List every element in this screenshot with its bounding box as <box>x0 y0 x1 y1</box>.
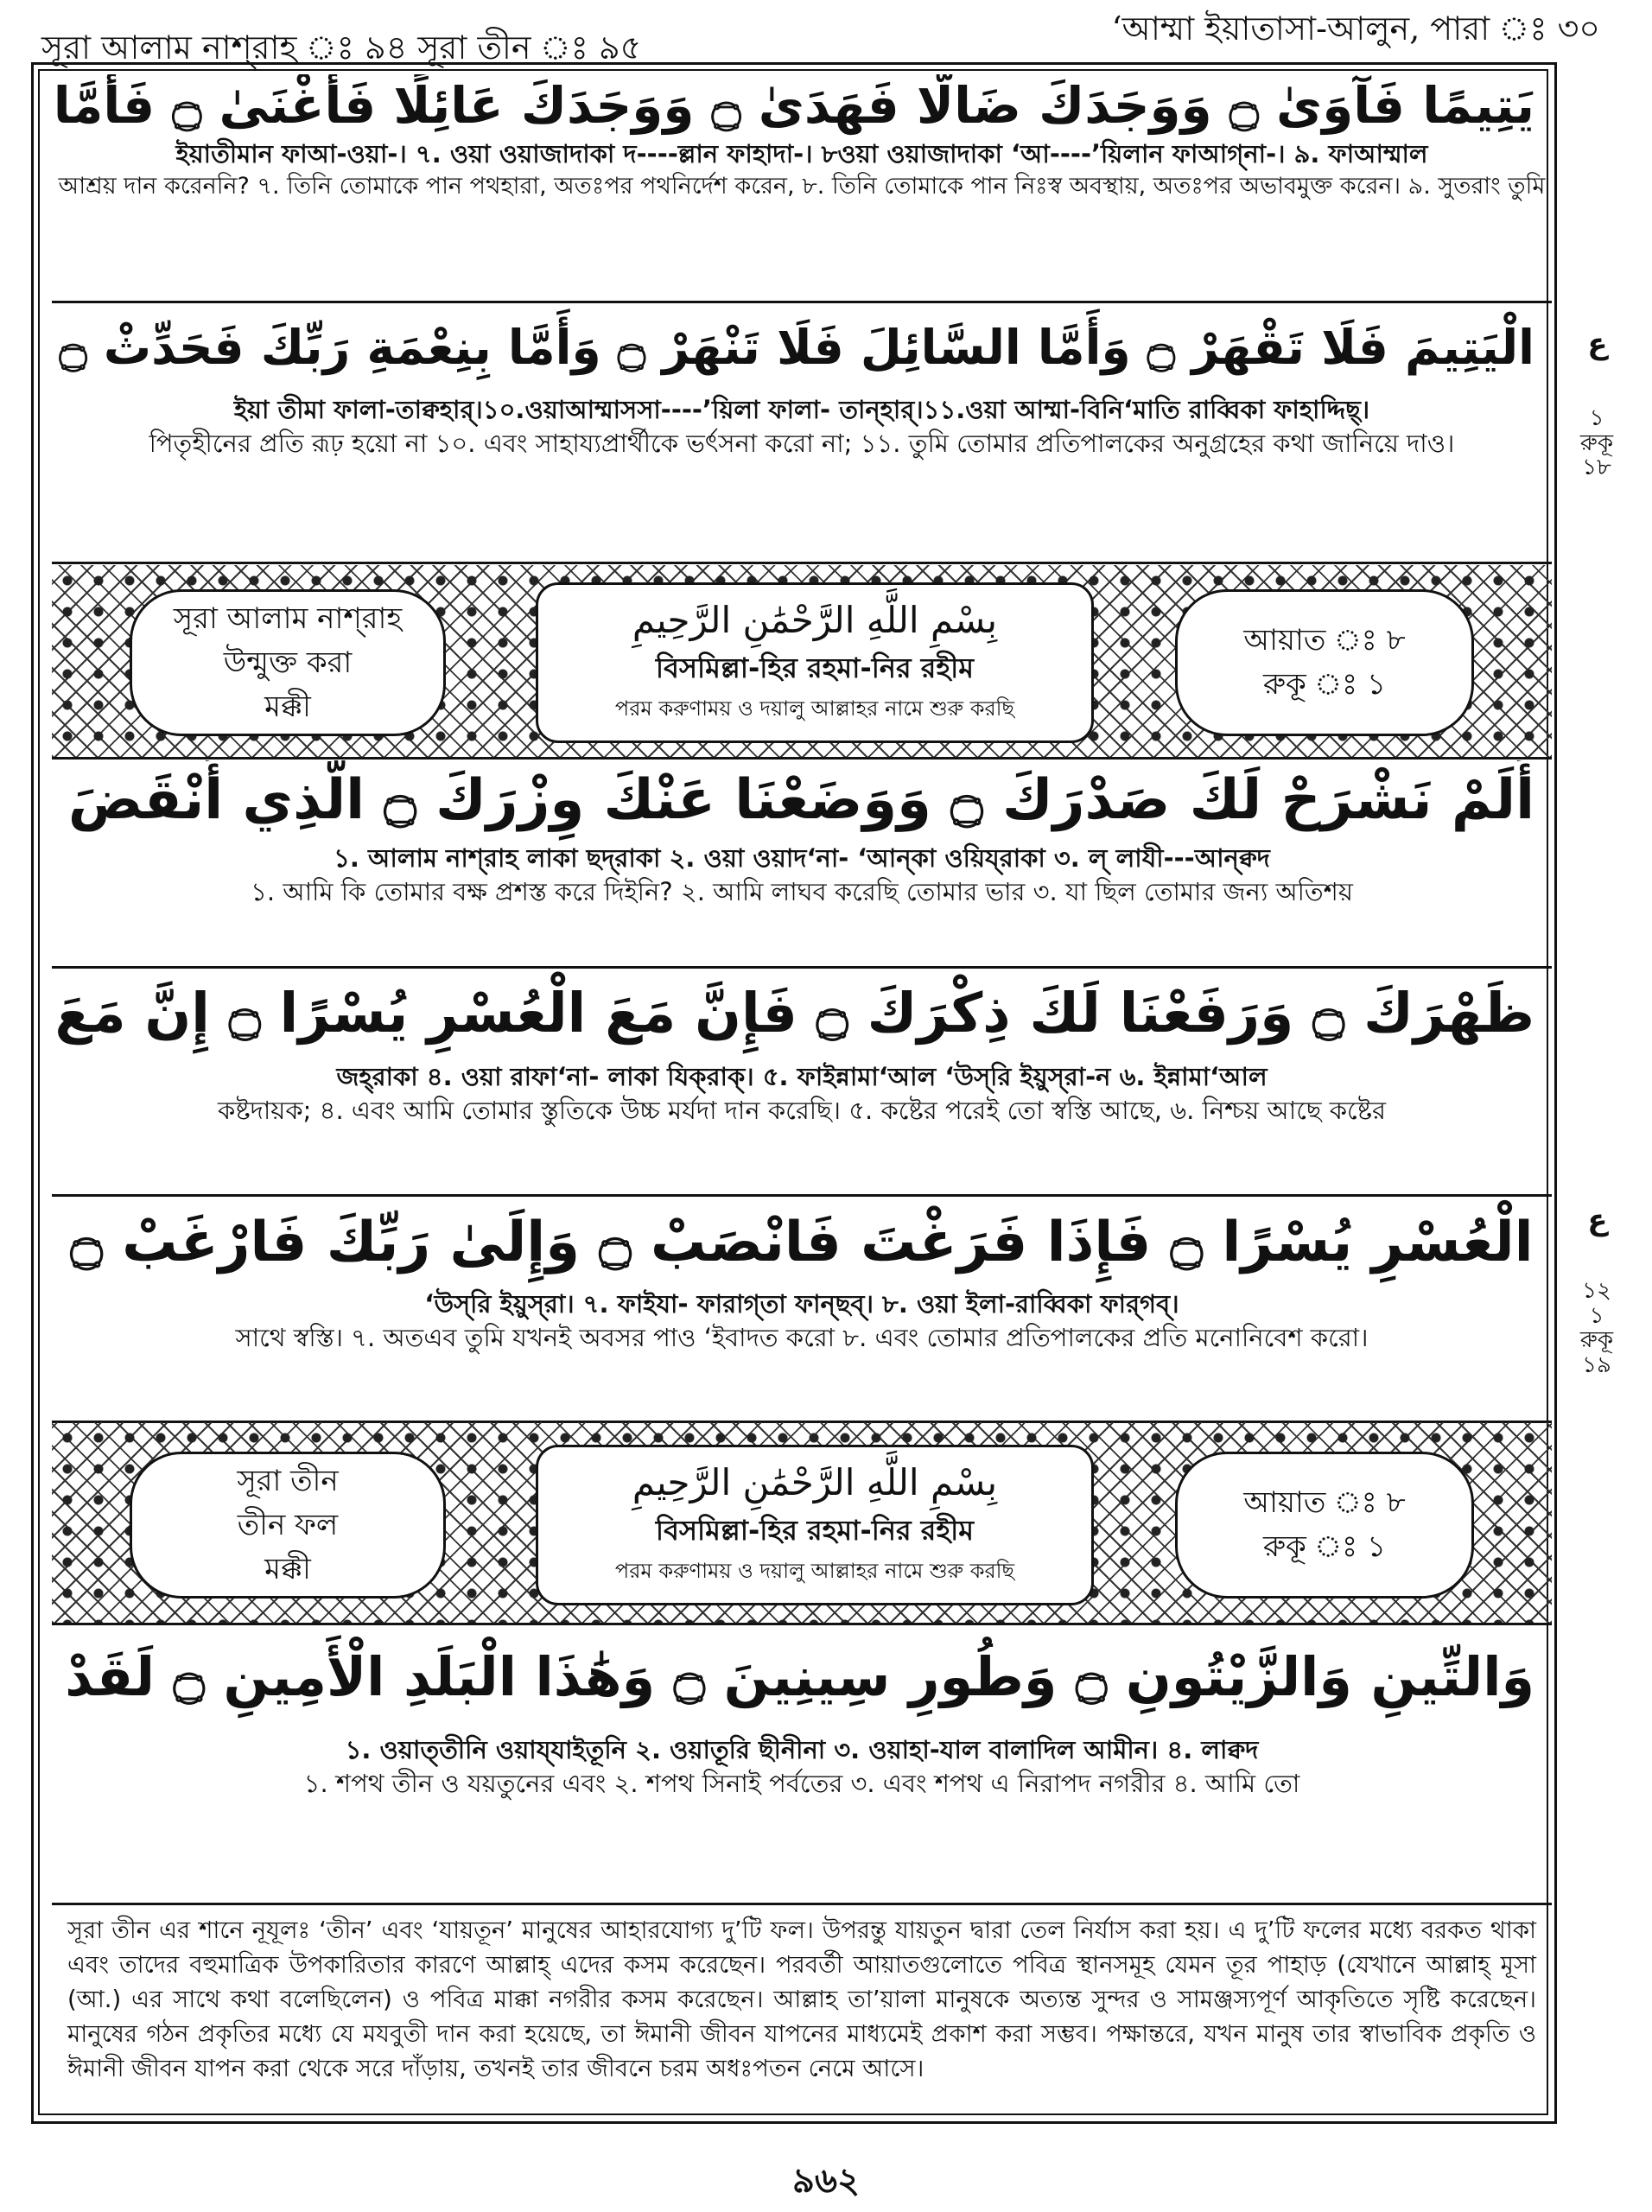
ruku-label: রুকূ <box>1579 1327 1614 1354</box>
ruku-end-mark: ع <box>1587 327 1608 361</box>
running-header <box>0 0 1652 71</box>
translation-line: আশ্রয় দান করেননি? ৭. তিনি তোমাকে পান পথহারা, অতঃপর পথনির্দেশ করেন, ৮. তিনি তোমাকে পান নিঃস্ব অবস্থায়, অতঃপর অভাবমুক্ত করেন। ৯. সুতরাং তুমি <box>58 172 1546 200</box>
bismillah-arabic: بِسْمِ اللَّهِ الرَّحْمَٰنِ الرَّحِيمِ <box>632 1460 998 1503</box>
transliteration-line: ইয়াতীমান ফাআ-ওয়া-। ৭. ওয়া ওয়াজাদাকা দ----ল্লান ফাহাদা-। ৮ওয়া ওয়াজাদাকা ‘আ----’য়িলান ফাআগ্‌না-। ৯. ফাআম্মাল <box>175 138 1428 168</box>
ruku-total: ১৯ <box>1582 1351 1611 1378</box>
surah-name: সূরা আলাম নাশ্‌রাহ <box>173 601 403 636</box>
bismillah-meaning: পরম করুণাময় ও দয়ালু আল্লাহর নামে শুরু করছি <box>614 1558 1015 1583</box>
transliteration-line: ১. ওয়াত্‌তীনি ওয়ায্‌যাইতূনি ২. ওয়াতূরি ছীনীনা ৩. ওয়াহা-যাল বালাদিল আমীন। ৪. লাক্বদ <box>345 1734 1259 1764</box>
surah-name-cartouche <box>130 589 446 736</box>
surah-count-cartouche <box>1175 589 1474 736</box>
header-surah-info: সূরা আলাম নাশ্‌রাহ ঃ ৯৪ সূরা তীন ঃ ৯৫ <box>41 29 642 67</box>
bismillah-transliteration: বিসমিল্লা-হির রহমা-নির রহীম <box>655 651 975 684</box>
arabic-verse-line: وَالتِّينِ وَالزَّيْتُونِ ۝ وَطُورِ سِينِينَ ۝ وَهَٰذَا الْبَلَدِ الْأَمِينِ ۝ لَقَدْ <box>65 1645 1534 1708</box>
ruku-total: ১৮ <box>1582 454 1611 481</box>
ruku-count: রুকূ ঃ ১ <box>1262 667 1387 702</box>
verse-block-3 <box>52 760 1552 969</box>
bismillah-meaning: পরম করুণাময় ও দয়ালু আল্লাহর নামে শুরু করছি <box>614 696 1015 721</box>
ruku-label: রুকূ <box>1579 429 1614 456</box>
verse-block-2 <box>52 302 1552 564</box>
surah-name-cartouche <box>130 1452 446 1599</box>
bismillah-arabic: بِسْمِ اللَّهِ الرَّحْمَٰنِ الرَّحِيمِ <box>632 598 998 641</box>
transliteration-line: জহ্‌রাকা ৪. ওয়া রাফা‘না- লাকা যিক্‌রাক্‌। ৫. ফাইন্নামা‘আল ‘উস্‌রি ইয়ুস্‌রা-ন ৬. ইন্নামা‘আল <box>336 1061 1268 1091</box>
bismillah-cartouche <box>536 1445 1094 1605</box>
surah-revelation-place: মক্কী <box>264 689 311 724</box>
translation-line: পিতৃহীনের প্রতি রূঢ় হয়ো না ১০. এবং সাহায্যপ্রার্থীকে ভর্ৎসনা করো না; ১১. তুমি তোমার প্রতিপালকের অনুগ্রহের কথা জানিয়ে দাও। <box>149 428 1455 458</box>
arabic-verse-line: ظَهْرَكَ ۝ وَرَفَعْنَا لَكَ ذِكْرَكَ ۝ فَإِنَّ مَعَ الْعُسْرِ يُسْرًا ۝ إِنَّ مَعَ <box>54 982 1534 1045</box>
arabic-verse-line: الْعُسْرِ يُسْرًا ۝ فَإِذَا فَرَغْتَ فَانْصَبْ ۝ وَإِلَىٰ رَبِّكَ فَارْغَبْ ۝ <box>70 1211 1534 1274</box>
ayat-count: আয়াত ঃ ৮ <box>1243 1485 1406 1520</box>
translation-line: সাথে স্বস্তি। ৭. অতএব তুমি যখনই অবসর পাও ‘ইবাদত করো ৮. এবং তোমার প্রতিপালকের প্রতি মনোনিবেশ করো। <box>235 1323 1369 1353</box>
bismillah-transliteration: বিসমিল্লা-হির রহমা-নির রহীম <box>655 1513 975 1547</box>
surah-name: সূরা তীন <box>237 1463 339 1498</box>
ruku-counter-2 <box>1562 1279 1631 1377</box>
ruku-end-mark: ع <box>1587 1203 1608 1237</box>
arabic-verse-line: الْيَتِيمَ فَلَا تَقْهَرْ ۝ وَأَمَّا السَّائِلَ فَلَا تَنْهَرْ ۝ وَأَمَّا بِنِعْمَةِ رَبِّكَ فَحَدِّثْ ۝ <box>59 320 1534 375</box>
surah-name-meaning: তীন ফল <box>237 1507 339 1542</box>
translation-line: কষ্টদায়ক; ৪. এবং আমি তোমার স্তুতিকে উচ্চ মর্যদা দান করেছি। ৫. কষ্টের পরেই তো স্বস্তি আছে, ৬. নিশ্চয় আছে কষ্টের <box>217 1095 1386 1125</box>
ruku-number: ১ <box>1589 405 1604 431</box>
page-number: ৯৬২ <box>792 2161 860 2201</box>
surah-count-cartouche <box>1175 1452 1474 1599</box>
surah-header-nashrah <box>52 565 1552 760</box>
ruku-number: ১ <box>1589 1302 1604 1329</box>
arabic-verse-line: يَتِيمًا فَآوَىٰ ۝ وَوَجَدَكَ ضَالًّا فَهَدَىٰ ۝ وَوَجَدَكَ عَائِلًا فَأَغْنَىٰ ۝ فَأَمَّا <box>53 76 1534 135</box>
surah-revelation-place: মক্কী <box>264 1551 311 1586</box>
arabic-verse-line: أَلَمْ نَشْرَحْ لَكَ صَدْرَكَ ۝ وَوَضَعْنَا عَنْكَ وِزْرَكَ ۝ الَّذِي أَنْقَضَ <box>67 768 1534 832</box>
translation-line: ১. শপথ তীন ও যয়তুনের এবং ২. শপথ সিনাই পর্বতের ৩. এবং শপথ এ নিরাপদ নগরীর ৪. আমি তো <box>303 1768 1300 1798</box>
verse-block-1 <box>52 74 1552 303</box>
ruku-count: রুকূ ঃ ১ <box>1262 1529 1387 1564</box>
transliteration-line: ১. আলাম নাশ্‌রাহ লাকা ছদ্‌রাকা ২. ওয়া ওয়াদ‘না- ‘আন্‌কা ওয়িয্‌রাকা ৩. ল্‌ লাযী---আন্‌ক্বদ <box>334 843 1270 873</box>
commentary-shane-nuzul: সূরা তীন এর শানে নূযূলঃ ‘তীন’ এবং ‘যায়তূন’ মানুষের আহারযোগ্য দু’টি ফল। উপরন্তু যায়তুন দ্বারা তেল নির্যাস করা হয়। এ দু’টি ফলের মধ্যে বরকত থাকা এবং তাদের বহুমাত্রিক উপকারিতার কারণে আল্লাহ্ এদের কসম করেছেন। পরবর্তী আয়াতগুলোতে পবিত্র স্থানসমূহ যেমন তূর পাহাড় (যেখানে আল্লাহ্ মূসা (আ.) এর সাথে কথা বলেছিলেন) ও পবিত্র মাক্কা নগরীর কসম করেছেন। আল্লাহ তা’য়ালা মানুষকে অত্যন্ত সুন্দর ও সামঞ্জস্যপূর্ণ আকৃতিতে সৃষ্টি করেছেন। মানুষের গঠন প্রকৃতির মধ্যে যে মযবুতী দান করা হয়েছে, তা ঈমানী জীবন যাপনের মাধ্যমেই প্রকাশ করা সম্ভব। পক্ষান্তরে, যখন মানুষ তার স্বাভাবিক প্রকৃতি ও ঈমানী জীবন যাপন করা থেকে সরে দাঁড়ায়, তখনই তার জীবনে চরম অধঃপতন নেমে আসে। <box>67 1916 1536 2082</box>
header-para-info: ‘আম্মা ইয়াতাসা-আলুন, পারা ঃ ৩০ <box>1111 10 1600 48</box>
translation-line: ১. আমি কি তোমার বক্ষ প্রশস্ত করে দিইনি? ২. আমি লাঘব করেছি তোমার ভার ৩. যা ছিল তোমার জন্য অতিশয় <box>251 877 1353 907</box>
verse-block-6 <box>52 1624 1552 1905</box>
surah-header-tin <box>52 1422 1552 1625</box>
ruku-number: ১২ <box>1582 1278 1611 1304</box>
transliteration-line: ‘উস্‌রি ইয়ুস্‌রা। ৭. ফাইযা- ফারাগ্‌তা ফান্‌ছব্‌। ৮. ওয়া ইলা-রাব্বিকা ফার্‌গব্‌। <box>424 1289 1179 1319</box>
verse-block-5 <box>52 1196 1552 1423</box>
ruku-counter-1 <box>1562 406 1631 480</box>
surah-name-meaning: উন্মুক্ত করা <box>223 645 353 680</box>
transliteration-line: ইয়া তীমা ফালা-তাক্বহার্‌।১০.ওয়াআম্মাসসা----’য়িলা ফালা- তান্‌হার্‌।১১.ওয়া আম্মা-বিনি‘মাতি রাব্বিকা ফাহাদ্দিছ্‌। <box>233 394 1370 424</box>
verse-block-4 <box>52 968 1552 1197</box>
ayat-count: আয়াত ঃ ৮ <box>1243 623 1406 658</box>
bismillah-cartouche <box>536 582 1094 743</box>
